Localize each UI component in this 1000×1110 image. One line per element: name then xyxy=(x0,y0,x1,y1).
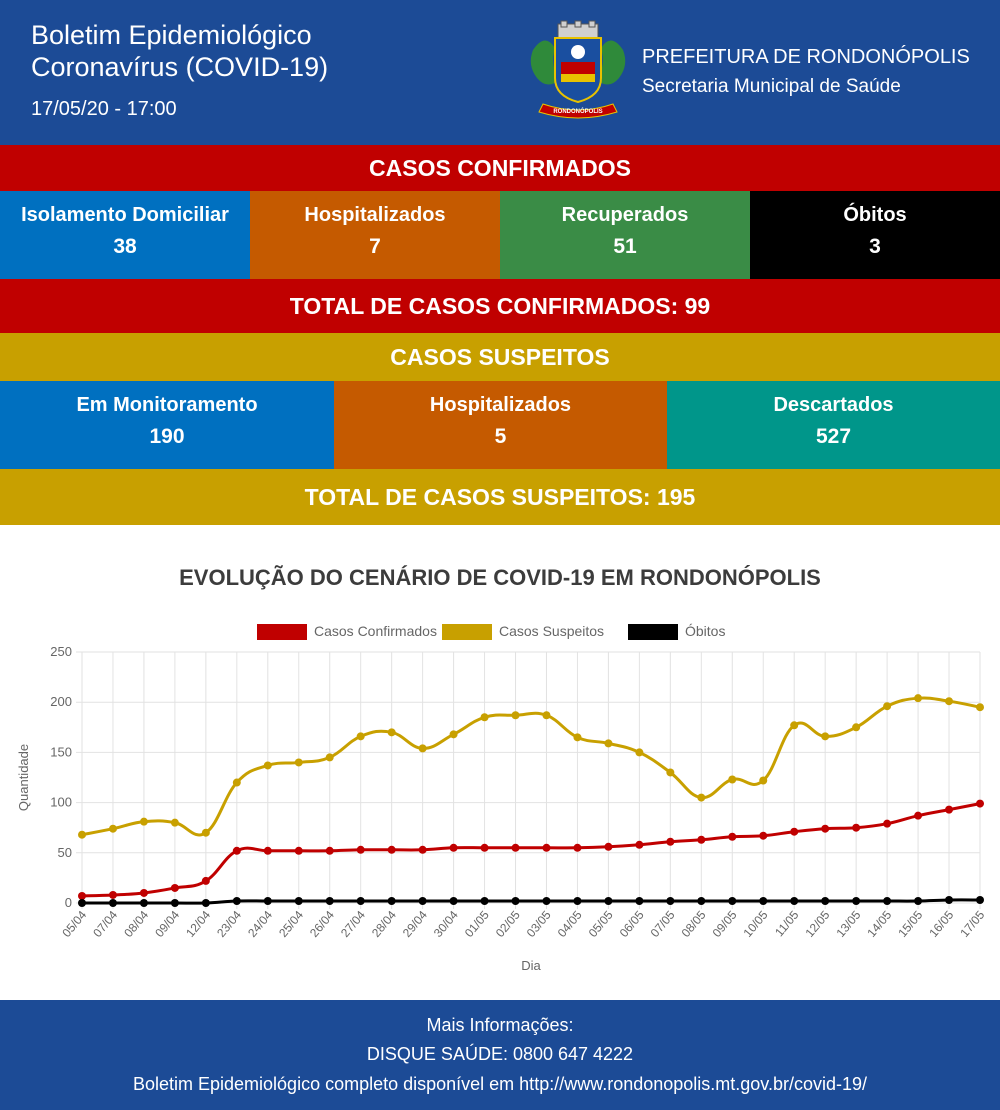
card-value: 38 xyxy=(113,235,137,258)
data-point xyxy=(233,779,241,787)
header xyxy=(0,0,1000,145)
data-point xyxy=(109,825,117,833)
x-tick-label: 05/04 xyxy=(59,907,90,940)
card-label: Em Monitoramento xyxy=(76,394,258,416)
data-point xyxy=(790,828,798,836)
data-point xyxy=(388,846,396,854)
crest-label: RONDONÓPOLIS xyxy=(553,109,603,115)
x-tick-label: 07/05 xyxy=(647,907,678,940)
data-point xyxy=(821,732,829,740)
data-point xyxy=(295,847,303,855)
data-point xyxy=(481,844,489,852)
city-crest-logo xyxy=(525,20,631,124)
data-point xyxy=(666,897,674,905)
footer xyxy=(0,1000,1000,1110)
card-label: Recuperados xyxy=(561,204,689,226)
x-tick-label: 10/05 xyxy=(740,907,771,940)
data-point xyxy=(635,841,643,849)
bulletin-title: Boletim Epidemiológico xyxy=(31,20,312,50)
x-tick-label: 05/05 xyxy=(585,907,616,940)
data-point xyxy=(728,897,736,905)
y-tick-label: 0 xyxy=(64,895,72,910)
footer-info-heading: Mais Informações: xyxy=(426,1015,574,1035)
x-tick-label: 24/04 xyxy=(245,907,276,940)
x-tick-label: 13/05 xyxy=(833,907,864,940)
data-point xyxy=(388,728,396,736)
suspected-monitoring-card xyxy=(0,381,334,469)
data-point xyxy=(573,733,581,741)
data-point xyxy=(728,776,736,784)
data-point xyxy=(481,713,489,721)
data-point xyxy=(357,732,365,740)
x-tick-label: 04/05 xyxy=(554,907,585,940)
data-point xyxy=(171,884,179,892)
data-point xyxy=(357,846,365,854)
data-point xyxy=(635,748,643,756)
data-point xyxy=(264,761,272,769)
x-tick-label: 03/05 xyxy=(523,907,554,940)
data-point xyxy=(78,892,86,900)
data-point xyxy=(728,833,736,841)
data-point xyxy=(357,897,365,905)
data-point xyxy=(140,818,148,826)
data-point xyxy=(388,897,396,905)
legend-swatch xyxy=(628,624,678,640)
data-point xyxy=(914,897,922,905)
data-point xyxy=(264,847,272,855)
x-tick-label: 17/05 xyxy=(957,907,988,940)
data-point xyxy=(512,711,520,719)
data-point xyxy=(759,777,767,785)
data-point xyxy=(542,897,550,905)
data-point xyxy=(976,703,984,711)
x-tick-label: 12/05 xyxy=(802,907,833,940)
y-tick-label: 50 xyxy=(57,844,72,860)
bulletin-date: 17/05/20 - 17:00 xyxy=(31,98,177,120)
x-tick-label: 11/05 xyxy=(772,907,802,940)
data-point xyxy=(233,847,241,855)
data-point xyxy=(883,702,891,710)
x-tick-label: 27/04 xyxy=(337,907,368,940)
data-point xyxy=(419,897,427,905)
x-tick-label: 01/05 xyxy=(461,907,492,940)
card-value: 5 xyxy=(494,425,507,448)
x-tick-label: 14/05 xyxy=(864,907,895,940)
card-label: Hospitalizados xyxy=(429,394,572,416)
data-point xyxy=(697,897,705,905)
secretaria-label: Secretaria Municipal de Saúde xyxy=(642,76,901,97)
data-point xyxy=(171,899,179,907)
x-tick-label: 30/04 xyxy=(430,907,461,940)
data-point xyxy=(326,753,334,761)
y-tick-label: 150 xyxy=(50,744,72,760)
data-point xyxy=(512,844,520,852)
data-point xyxy=(295,897,303,905)
data-point xyxy=(573,844,581,852)
data-point xyxy=(945,697,953,705)
data-point xyxy=(512,897,520,905)
card-label: Hospitalizados xyxy=(304,204,446,226)
data-point xyxy=(852,723,860,731)
card-value: 190 xyxy=(149,425,185,448)
data-point xyxy=(202,899,210,907)
x-tick-label: 09/04 xyxy=(152,907,183,940)
data-point xyxy=(233,897,241,905)
data-point xyxy=(821,897,829,905)
y-axis-title: Quantidade xyxy=(16,743,31,812)
data-point xyxy=(852,897,860,905)
confirmed-home-isolation-card xyxy=(0,191,250,279)
x-tick-label: 07/04 xyxy=(90,907,121,940)
series-line xyxy=(82,698,980,835)
footer-website: Boletim Epidemiológico completo disponível em http://www.rondonopolis.mt.gov.br/covid-19/ xyxy=(132,1074,868,1094)
confirmed-deaths-card xyxy=(750,191,1000,279)
x-tick-label: 12/04 xyxy=(183,907,214,940)
suspected-discarded-card xyxy=(667,381,1000,469)
data-point xyxy=(666,768,674,776)
data-point xyxy=(759,897,767,905)
y-tick-label: 250 xyxy=(50,644,72,659)
data-point xyxy=(821,825,829,833)
data-point xyxy=(542,711,550,719)
x-axis-title: Dia xyxy=(521,958,541,973)
suspected-total: TOTAL DE CASOS SUSPEITOS: 195 xyxy=(0,469,1000,525)
data-point xyxy=(140,889,148,897)
legend-swatch xyxy=(442,624,492,640)
card-label: Óbitos xyxy=(843,204,907,226)
card-value: 3 xyxy=(869,235,881,258)
data-point xyxy=(790,721,798,729)
data-point xyxy=(852,824,860,832)
evolution-line-chart xyxy=(0,610,1000,980)
data-point xyxy=(759,832,767,840)
data-point xyxy=(914,812,922,820)
confirmed-total: TOTAL DE CASOS CONFIRMADOS: 99 xyxy=(0,279,1000,333)
data-point xyxy=(326,847,334,855)
card-value: 51 xyxy=(613,235,637,258)
data-point xyxy=(697,836,705,844)
data-point xyxy=(202,829,210,837)
legend-label: Casos Suspeitos xyxy=(499,623,605,639)
data-point xyxy=(635,897,643,905)
data-point xyxy=(481,897,489,905)
confirmed-recovered-card xyxy=(500,191,750,279)
y-tick-label: 100 xyxy=(50,794,72,810)
data-point xyxy=(450,844,458,852)
legend-swatch xyxy=(257,624,307,640)
data-point xyxy=(883,820,891,828)
data-point xyxy=(914,694,922,702)
data-point xyxy=(109,899,117,907)
x-tick-label: 26/04 xyxy=(306,907,338,940)
card-value: 527 xyxy=(815,425,852,448)
data-point xyxy=(697,794,705,802)
suspected-hospitalized-card xyxy=(334,381,667,469)
data-point xyxy=(450,897,458,905)
suspected-cases-heading: CASOS SUSPEITOS xyxy=(0,333,1000,381)
data-point xyxy=(171,819,179,827)
data-point xyxy=(109,891,117,899)
x-tick-label: 09/05 xyxy=(709,907,740,940)
confirmed-cases-heading: CASOS CONFIRMADOS xyxy=(0,145,1000,191)
data-point xyxy=(604,897,612,905)
x-tick-label: 16/05 xyxy=(926,907,957,940)
bulletin-subtitle: Coronavírus (COVID-19) xyxy=(31,52,329,82)
x-tick-label: 08/04 xyxy=(121,907,152,940)
data-point xyxy=(945,896,953,904)
x-tick-label: 23/04 xyxy=(214,907,245,940)
x-tick-label: 06/05 xyxy=(616,907,647,940)
x-tick-label: 02/05 xyxy=(492,907,523,940)
data-point xyxy=(976,800,984,808)
confirmed-hospitalized-card xyxy=(250,191,500,279)
data-point xyxy=(604,739,612,747)
data-point xyxy=(326,897,334,905)
data-point xyxy=(202,877,210,885)
x-tick-label: 29/04 xyxy=(399,907,430,940)
data-point xyxy=(419,744,427,752)
data-point xyxy=(945,806,953,814)
chart-title: EVOLUÇÃO DO CENÁRIO DE COVID-19 EM RONDONÓPOLIS xyxy=(179,565,821,590)
data-point xyxy=(78,899,86,907)
legend-label: Casos Confirmados xyxy=(314,623,437,639)
prefeitura-label: PREFEITURA DE RONDONÓPOLIS xyxy=(642,46,970,68)
data-point xyxy=(140,899,148,907)
data-point xyxy=(883,897,891,905)
footer-phone: DISQUE SAÚDE: 0800 647 4222 xyxy=(366,1044,634,1064)
data-point xyxy=(790,897,798,905)
data-point xyxy=(976,896,984,904)
data-point xyxy=(542,844,550,852)
x-tick-label: 15/05 xyxy=(895,907,926,940)
data-point xyxy=(666,838,674,846)
data-point xyxy=(450,730,458,738)
data-point xyxy=(573,897,581,905)
data-point xyxy=(264,897,272,905)
card-label: Isolamento Domiciliar xyxy=(21,204,229,226)
data-point xyxy=(78,831,86,839)
card-label: Descartados xyxy=(773,394,894,416)
x-tick-label: 08/05 xyxy=(678,907,709,940)
card-value: 7 xyxy=(369,235,381,258)
x-tick-label: 25/04 xyxy=(276,907,307,940)
data-point xyxy=(604,843,612,851)
legend-label: Óbitos xyxy=(685,623,726,639)
data-point xyxy=(419,846,427,854)
x-tick-label: 28/04 xyxy=(368,907,399,940)
data-point xyxy=(295,758,303,766)
y-tick-label: 200 xyxy=(50,694,72,710)
